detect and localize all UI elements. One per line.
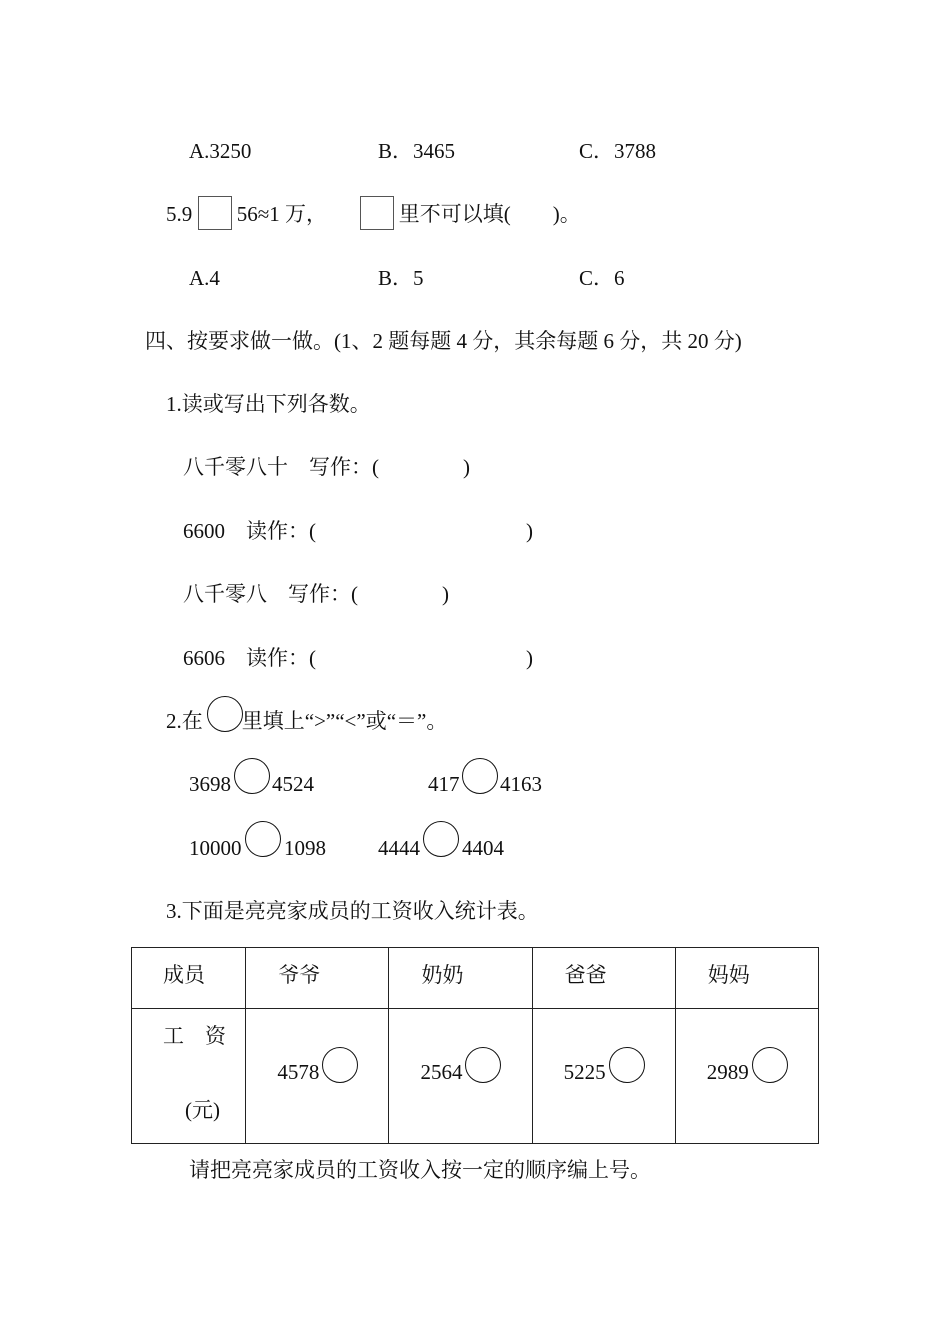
compare-2-right: 4163 — [500, 772, 542, 796]
wage-cell — [246, 1009, 389, 1144]
row-header-members: 成员 — [163, 963, 205, 987]
wage-grandpa: 4578 — [277, 1060, 320, 1084]
problem-1-title: 1.读或写出下列各数。 — [166, 392, 371, 416]
compare-1-circle[interactable] — [234, 758, 270, 794]
table-header-cell — [132, 948, 246, 1009]
compare-1-left: 3698 — [189, 772, 231, 796]
problem-3-instruction: 请把亮亮家成员的工资收入按一定的顺序编上号。 — [189, 1158, 651, 1182]
q4-option-b: B．3465 — [378, 139, 456, 163]
member-grandma: 奶奶 — [421, 963, 464, 987]
q5-blank-box-2[interactable] — [360, 196, 394, 230]
q5-question — [166, 201, 581, 230]
q5-option-c: C．6 — [579, 266, 625, 290]
p1-line-4[interactable]: 6606 读作：( ) — [183, 646, 533, 670]
section-heading: 四、按要求做一做。(1、2 题每题 4 分，其余每题 6 分，共 20 分) — [145, 329, 742, 353]
q5-option-b: B．5 — [378, 266, 424, 290]
p1-line-3[interactable]: 八千零八 写作：( ) — [183, 582, 449, 606]
compare-3-circle[interactable] — [245, 821, 281, 857]
problem-3-title: 3.下面是亮亮家成员的工资收入统计表。 — [166, 899, 539, 923]
p1-line-2[interactable]: 6600 读作：( ) — [183, 519, 533, 543]
row-header-wage: 工 资 — [163, 1024, 226, 1048]
p2-title-after: 里填上“>”“<”或“＝”。 — [241, 709, 448, 733]
q4-option-c: C．3788 — [579, 139, 657, 163]
table-header-cell — [132, 1009, 246, 1144]
member-dad: 爸爸 — [564, 963, 607, 987]
compare-1-right: 4524 — [272, 772, 314, 796]
table-row-wages — [132, 1009, 819, 1144]
compare-4-right: 4404 — [462, 836, 504, 860]
q5-option-a: A.4 — [189, 266, 220, 290]
wage-table — [131, 947, 819, 1144]
wage-cell — [675, 1009, 818, 1144]
q5-text-2: 里不可以填( )。 — [398, 202, 581, 226]
rank-circle[interactable] — [609, 1047, 645, 1083]
q4-option-a: A.3250 — [189, 139, 252, 163]
member-cell — [675, 948, 818, 1009]
member-cell — [246, 948, 389, 1009]
wage-grandma: 2564 — [420, 1060, 463, 1084]
p1-line-1[interactable]: 八千零八十 写作：( ) — [183, 455, 470, 479]
compare-3-right: 1098 — [284, 836, 326, 860]
member-mom: 妈妈 — [707, 963, 750, 987]
compare-2-left: 417 — [428, 772, 460, 796]
compare-2-circle[interactable] — [462, 758, 498, 794]
member-cell — [389, 948, 532, 1009]
wage-cell — [532, 1009, 675, 1144]
wage-cell — [389, 1009, 532, 1144]
compare-3-left: 10000 — [189, 836, 242, 860]
rank-circle[interactable] — [752, 1047, 788, 1083]
table-row-members — [132, 948, 819, 1009]
compare-4-circle[interactable] — [423, 821, 459, 857]
member-cell — [532, 948, 675, 1009]
q5-prefix: 5.9 — [166, 202, 193, 226]
member-grandpa: 爷爷 — [278, 963, 321, 987]
p2-title-circle — [207, 696, 243, 732]
wage-mom: 2989 — [706, 1060, 749, 1084]
row-header-unit: (元) — [185, 1098, 220, 1122]
rank-circle[interactable] — [465, 1047, 501, 1083]
q5-text-1: 56≈1 万， — [236, 202, 328, 226]
p2-title-before: 2.在 — [166, 709, 203, 733]
rank-circle[interactable] — [322, 1047, 358, 1083]
wage-dad: 5225 — [563, 1060, 606, 1084]
q5-blank-box-1[interactable] — [198, 196, 232, 230]
compare-4-left: 4444 — [378, 836, 420, 860]
